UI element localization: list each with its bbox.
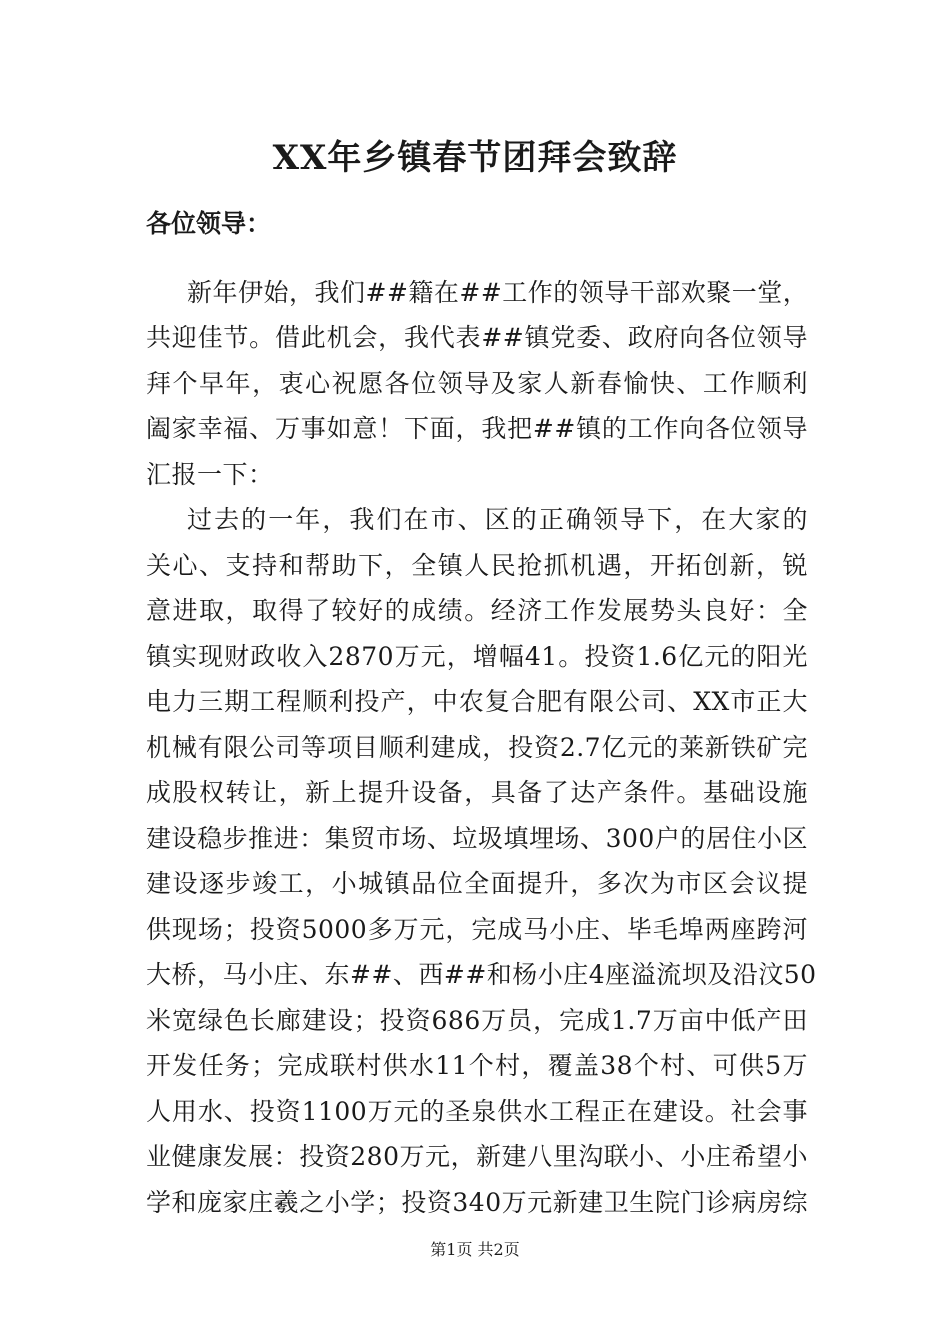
text-line: 建设稳步推进：集贸市场、垃圾填埋场、300户的居住小区 <box>146 823 808 853</box>
salutation: 各位领导： <box>146 209 272 238</box>
text-line: 过去的一年，我们在市、区的正确领导下，在大家的 <box>187 505 808 534</box>
text-line: 镇实现财政收入2870万元，增幅41。投资1.6亿元的阳光 <box>146 641 808 671</box>
text-line: 业健康发展：投资280万元，新建八里沟联小、小庄希望小 <box>146 1142 808 1171</box>
document-title: XX年乡镇春节团拜会致辞 <box>272 138 678 178</box>
text-line: 意进取，取得了较好的成绩。经济工作发展势头良好：全 <box>146 596 808 625</box>
text-line: 开发任务；完成联村供水11个村，覆盖38个村、可供5万 <box>146 1051 808 1080</box>
text-line: 学和庞家庄羲之小学；投资340万元新建卫生院门诊病房综 <box>146 1187 808 1217</box>
text-line: 米宽绿色长廊建设；投资686万员，完成1.7万亩中低产田 <box>146 1005 808 1035</box>
text-line: 汇报一下： <box>146 459 274 489</box>
text-line: 新年伊始，我们##籍在##工作的领导干部欢聚一堂， <box>187 277 809 307</box>
text-line: 共迎佳节。借此机会，我代表##镇党委、政府向各位领导 <box>146 323 808 352</box>
body-text <box>146 224 817 1225</box>
text-line: 人用水、投资1100万元的圣泉供水工程正在建设。社会事 <box>146 1096 808 1126</box>
text-line: 阖家幸福、万事如意！下面，我把##镇的工作向各位领导 <box>146 414 808 443</box>
text-line: 关心、支持和帮助下，全镇人民抢抓机遇，开拓创新，锐 <box>146 550 808 580</box>
text-line: 大桥，马小庄、东##、西##和杨小庄4座溢流坝及沿汶50 <box>146 960 817 989</box>
text-line: 供现场；投资5000多万元，完成马小庄、毕毛埠两座跨河 <box>146 914 808 944</box>
text-line: 成股权转让，新上提升设备，具备了达产条件。基础设施 <box>146 778 808 807</box>
text-line: 建设逐步竣工，小城镇品位全面提升，多次为市区会议提 <box>146 869 808 898</box>
text-line: 电力三期工程顺利投产，中农复合肥有限公司、XX市正大 <box>146 687 808 716</box>
text-line: 拜个早年，衷心祝愿各位领导及家人新春愉快、工作顺利 <box>146 368 808 398</box>
page-footer: 第1页 共2页 <box>430 1240 520 1259</box>
text-line: 机械有限公司等项目顺利建成，投资2.7亿元的莱新铁矿完 <box>146 732 808 762</box>
